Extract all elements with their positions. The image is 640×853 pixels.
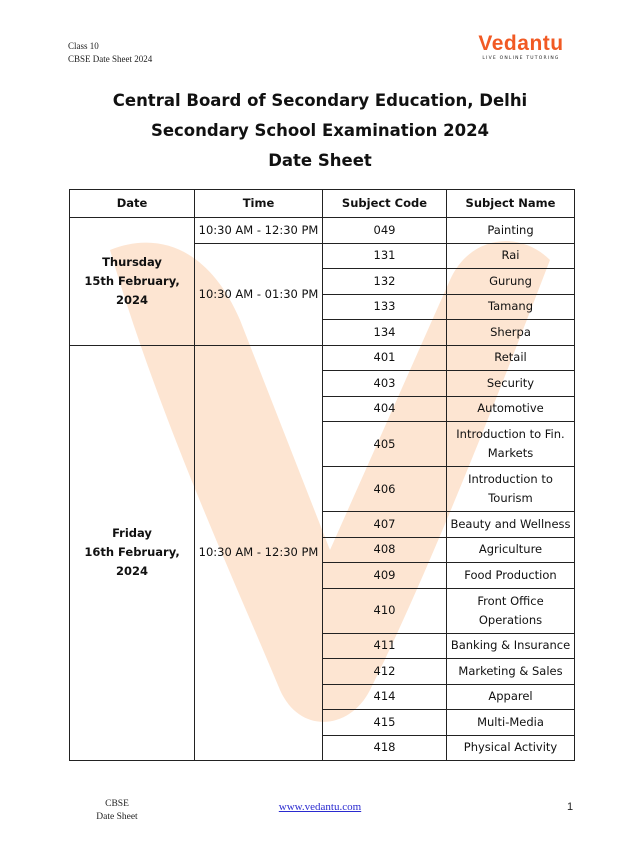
subject-name-cell: Marketing & Sales bbox=[447, 659, 575, 685]
table-body bbox=[70, 218, 575, 761]
table-row bbox=[70, 218, 575, 244]
subject-name-cell: Food Production bbox=[447, 563, 575, 589]
logo-name: Vedantu bbox=[478, 32, 564, 55]
table-header-row bbox=[70, 190, 575, 218]
vedantu-logo bbox=[466, 33, 576, 65]
subject-code-cell: 049 bbox=[323, 218, 447, 244]
subject-name-cell: Security bbox=[447, 371, 575, 397]
subject-name-cell: Physical Activity bbox=[447, 735, 575, 761]
subject-code-cell: 401 bbox=[323, 345, 447, 371]
subject-name-cell: Sherpa bbox=[447, 320, 575, 346]
document-title bbox=[0, 86, 640, 176]
subject-code-cell: 407 bbox=[323, 512, 447, 538]
subject-code-cell: 406 bbox=[323, 467, 447, 512]
date-text: 16th February, 2024 bbox=[84, 545, 180, 579]
date-text: 15th February, 2024 bbox=[84, 273, 180, 307]
subject-code-cell: 403 bbox=[323, 371, 447, 397]
doc-label: CBSE Date Sheet 2024 bbox=[68, 54, 153, 64]
table-row bbox=[70, 345, 575, 371]
subject-code-cell: 415 bbox=[323, 710, 447, 736]
day-text: Friday bbox=[112, 526, 152, 541]
time-cell: 10:30 AM - 12:30 PM bbox=[195, 345, 323, 761]
subject-name-cell: Retail bbox=[447, 345, 575, 371]
column-header-code: Subject Code bbox=[323, 190, 447, 218]
subject-name-cell: Banking & Insurance bbox=[447, 633, 575, 659]
title-exam: Secondary School Examination 2024 bbox=[150, 121, 490, 140]
date-cell bbox=[70, 345, 195, 761]
subject-code-cell: 418 bbox=[323, 735, 447, 761]
class-label: Class 10 bbox=[68, 41, 99, 51]
column-header-date: Date bbox=[70, 190, 195, 218]
subject-code-cell: 414 bbox=[323, 684, 447, 710]
subject-name-cell: Multi-Media bbox=[447, 710, 575, 736]
time-cell: 10:30 AM - 01:30 PM bbox=[195, 243, 323, 345]
date-cell bbox=[70, 218, 195, 346]
subject-name-cell: Gurung bbox=[447, 269, 575, 295]
website-link[interactable]: www.vedantu.com bbox=[278, 801, 362, 813]
subject-code-cell: 409 bbox=[323, 563, 447, 589]
footer-datesheet: Date Sheet bbox=[96, 812, 138, 822]
column-header-name: Subject Name bbox=[447, 190, 575, 218]
subject-code-cell: 412 bbox=[323, 659, 447, 685]
date-sheet-table bbox=[69, 189, 575, 761]
column-header-time: Time bbox=[195, 190, 323, 218]
subject-code-cell: 411 bbox=[323, 633, 447, 659]
subject-name-cell: Tamang bbox=[447, 294, 575, 320]
subject-code-cell: 134 bbox=[323, 320, 447, 346]
subject-name-cell: Introduction to Fin. Markets bbox=[447, 422, 575, 467]
subject-code-cell: 131 bbox=[323, 243, 447, 269]
footer-cbse: CBSE bbox=[105, 799, 129, 809]
title-board: Central Board of Secondary Education, Delhi bbox=[112, 91, 528, 110]
subject-code-cell: 410 bbox=[323, 588, 447, 633]
subject-code-cell: 132 bbox=[323, 269, 447, 295]
title-datesheet: Date Sheet bbox=[268, 151, 372, 170]
subject-code-cell: 133 bbox=[323, 294, 447, 320]
subject-name-cell: Painting bbox=[447, 218, 575, 244]
subject-name-cell: Front Office Operations bbox=[447, 588, 575, 633]
page-header bbox=[68, 40, 152, 66]
logo-tagline: LIVE ONLINE TUTORING bbox=[482, 56, 560, 61]
page-number: 1 bbox=[566, 801, 574, 813]
subject-name-cell: Agriculture bbox=[447, 537, 575, 563]
day-text: Thursday bbox=[102, 254, 162, 269]
subject-name-cell: Beauty and Wellness bbox=[447, 512, 575, 538]
subject-code-cell: 405 bbox=[323, 422, 447, 467]
subject-name-cell: Rai bbox=[447, 243, 575, 269]
subject-name-cell: Apparel bbox=[447, 684, 575, 710]
subject-code-cell: 408 bbox=[323, 537, 447, 563]
subject-name-cell: Introduction to Tourism bbox=[447, 467, 575, 512]
time-cell: 10:30 AM - 12:30 PM bbox=[195, 218, 323, 244]
subject-name-cell: Automotive bbox=[447, 396, 575, 422]
subject-code-cell: 404 bbox=[323, 396, 447, 422]
